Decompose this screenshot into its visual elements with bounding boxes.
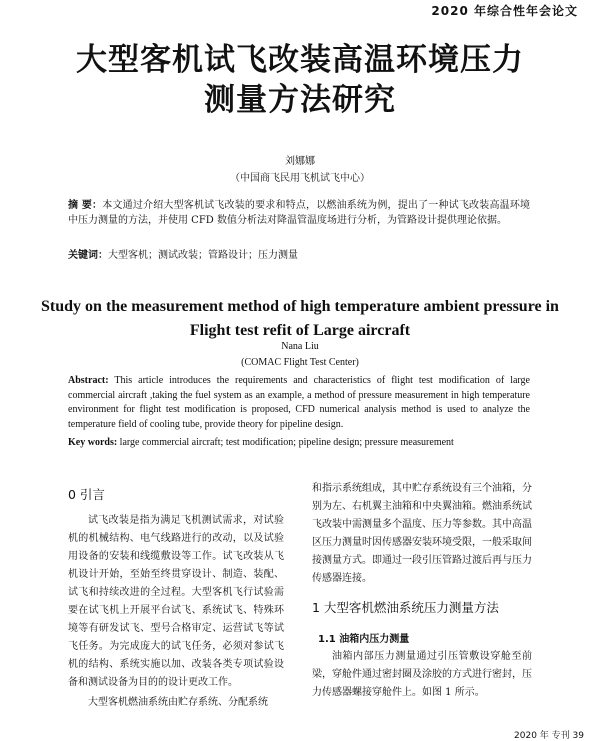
chinese-title-line-2: 测量方法研究 bbox=[204, 82, 396, 118]
affiliation-english: (COMAC Flight Test Center) bbox=[241, 357, 359, 368]
section-1-1-heading: 1.1 油箱内压力测量 bbox=[318, 634, 410, 645]
abstract-chinese bbox=[68, 198, 530, 228]
english-title-line-1: Study on the measurement method of high temperature ambient pressure in bbox=[41, 298, 559, 315]
keywords-english-text: large commercial aircraft; test modification; pipeline design; pressure measurement bbox=[119, 437, 454, 448]
conference-header: 2020 年综合性年会论文 bbox=[431, 4, 578, 18]
keywords-english bbox=[68, 436, 530, 451]
chinese-title-line-1: 大型客机试飞改装高温环境压力 bbox=[76, 42, 524, 78]
english-title-line-2: Flight test refit of Large aircraft bbox=[189, 322, 411, 339]
section-1-1-paragraph: 油箱内部压力测量通过引压管敷设穿舱至前梁，穿舱件通过密封圈及涂胶的方式进行密封，压力传感器螺接穿舱件上。如图 1 所示。 bbox=[312, 651, 532, 698]
abstract-chinese-label: 摘 要： bbox=[68, 200, 103, 211]
section-0-paragraph-1: 试飞改装是指为满足飞机测试需求，对试验机的机械结构、电气线路进行的改动，以及试验用设备的安装和线缆敷设等工作。试飞改装从飞机设计开始，至始至终贯穿设计、制造、装配、试飞和持续改进的全过程。大型客机飞行试验需要在试飞机上开展平台试飞、系统试飞、特殊环境等有研发试飞、型号合格审定、运营试飞等试飞任务。为完成庞大的试飞任务，必须对参试飞机的结构、系统实施以加、改装各类专项试验设备和测试设备为目的的设计更改工作。 bbox=[68, 515, 284, 688]
abstract-english bbox=[68, 374, 530, 432]
page-footer: 2020 年 专刊 39 bbox=[514, 731, 584, 741]
abstract-english-text: This article introduces the requirements and characteristics of flight test modification of large commercial aircraft ,taking the fuel system as an example, a method of pressure measurement in high temperature environment for flight test modification is proposed, CFD numerical analysis method is used to analyze the temperature field of cooling tube, provide theory for pipeline design. bbox=[68, 375, 530, 430]
keywords-chinese-label: 关键词： bbox=[68, 250, 108, 261]
affiliation-chinese: （中国商飞民用飞机试飞中心） bbox=[230, 173, 370, 184]
keywords-english-label: Key words: bbox=[68, 437, 118, 448]
author-english: Nana Liu bbox=[281, 341, 319, 352]
author-chinese: 刘娜娜 bbox=[285, 156, 315, 167]
keywords-chinese-text: 大型客机；测试改装；管路设计；压力测量 bbox=[108, 250, 298, 261]
section-0-heading: 0 引言 bbox=[68, 487, 105, 502]
abstract-chinese-text: 本文通过介绍大型客机试飞改装的要求和特点，以燃油系统为例，提出了一种试飞改装高温环境中压力测量的方法，并使用 CFD 数值分析法对降温管温度场进行分析，为管路设计提供理论依据。 bbox=[68, 200, 531, 226]
abstract-english-label: Abstract: bbox=[68, 375, 109, 386]
section-0-paragraph-2: 大型客机燃油系统由贮存系统、分配系统 bbox=[88, 697, 268, 708]
section-1-heading: 1 大型客机燃油系统压力测量方法 bbox=[312, 600, 499, 615]
column-2-paragraph-1: 和指示系统组成，其中贮存系统设有三个油箱，分别为左、右机翼主油箱和中央翼油箱。燃油系统试飞改装中需测量多个温度、压力等参数。其中高温区压力测量时因传感器安装环境受限，一般采取间接测量方式。即通过一段引压管路过渡后再与压力传感器连接。 bbox=[312, 483, 532, 584]
keywords-chinese bbox=[68, 248, 530, 263]
